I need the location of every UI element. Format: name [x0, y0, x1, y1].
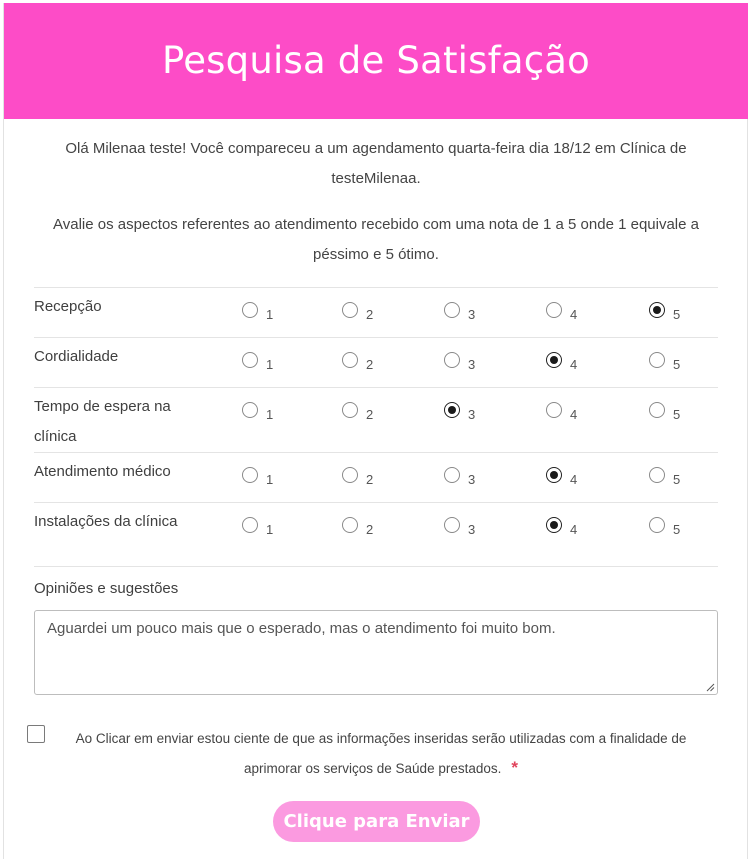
suggestions-label: Opiniões e sugestões	[34, 580, 179, 597]
rating-option[interactable]	[649, 402, 681, 422]
suggestions-textarea[interactable]	[34, 610, 718, 695]
rating-radio[interactable]	[444, 402, 460, 418]
consent-checkbox[interactable]	[27, 725, 45, 743]
rating-option-label: 2	[366, 407, 374, 422]
rating-option[interactable]	[342, 302, 374, 322]
rating-option-label: 2	[366, 307, 374, 322]
rating-radio[interactable]	[649, 402, 665, 418]
rating-option[interactable]	[242, 302, 274, 322]
rating-radio[interactable]	[242, 402, 258, 418]
rating-radio[interactable]	[546, 302, 562, 318]
rating-radio[interactable]	[649, 517, 665, 533]
rating-option-label: 5	[673, 307, 681, 322]
rating-radio[interactable]	[649, 352, 665, 368]
rating-option-label: 5	[673, 407, 681, 422]
rating-radio[interactable]	[444, 352, 460, 368]
resize-handle-icon[interactable]	[706, 683, 715, 692]
rating-radio[interactable]	[649, 302, 665, 318]
rating-option[interactable]	[242, 517, 274, 537]
rating-option-label: 4	[570, 522, 578, 537]
rating-row	[34, 337, 718, 387]
rating-option[interactable]	[342, 352, 374, 372]
rating-row	[34, 287, 718, 337]
rating-option[interactable]	[242, 402, 274, 422]
rating-row	[34, 387, 718, 452]
rating-radio[interactable]	[342, 402, 358, 418]
rating-option-label: 1	[266, 307, 274, 322]
rating-radio[interactable]	[242, 517, 258, 533]
rating-row	[34, 502, 718, 567]
rating-radio[interactable]	[444, 467, 460, 483]
intro-instructions: Avalie os aspectos referentes ao atendimento recebido com uma nota de 1 a 5 onde 1 equivale a péssimo e 5 ótimo.	[53, 216, 699, 263]
rating-option[interactable]	[444, 302, 476, 322]
rating-label: Cordialidade	[34, 348, 119, 365]
rating-option-label: 1	[266, 472, 274, 487]
rating-option-label: 4	[570, 307, 578, 322]
rating-radio[interactable]	[649, 467, 665, 483]
rating-option-label: 3	[468, 357, 476, 372]
rating-radio[interactable]	[444, 517, 460, 533]
rating-option-label: 5	[673, 522, 681, 537]
rating-radio[interactable]	[242, 467, 258, 483]
rating-option[interactable]	[546, 352, 578, 372]
rating-row	[34, 452, 718, 502]
rating-option-label: 1	[266, 407, 274, 422]
suggestions-value: Aguardei um pouco mais que o esperado, mas o atendimento foi muito bom.	[47, 620, 556, 637]
rating-option[interactable]	[649, 467, 681, 487]
rating-option-label: 4	[570, 472, 578, 487]
rating-option-label: 5	[673, 472, 681, 487]
rating-radio[interactable]	[444, 302, 460, 318]
rating-option-label: 4	[570, 357, 578, 372]
rating-option[interactable]	[649, 352, 681, 372]
rating-option[interactable]	[546, 467, 578, 487]
consent-label: Ao Clicar em enviar estou ciente de que as informações inseridas serão utilizadas com a finalidade de aprimorar os serviços de Saúde prestados.	[75, 731, 687, 776]
rating-option-label: 1	[266, 522, 274, 537]
rating-radio[interactable]	[242, 302, 258, 318]
required-asterisk: *	[511, 758, 518, 777]
submit-button[interactable]: Clique para Enviar	[273, 801, 480, 842]
rating-option[interactable]	[546, 402, 578, 422]
rating-option[interactable]	[444, 467, 476, 487]
rating-option[interactable]	[444, 517, 476, 537]
rating-option[interactable]	[444, 352, 476, 372]
rating-option-label: 2	[366, 522, 374, 537]
rating-radio[interactable]	[546, 467, 562, 483]
rating-option-label: 3	[468, 307, 476, 322]
rating-label: Recepção	[34, 298, 102, 315]
rating-option[interactable]	[546, 302, 578, 322]
rating-radio[interactable]	[342, 352, 358, 368]
rating-radio[interactable]	[546, 352, 562, 368]
rating-option-label: 3	[468, 522, 476, 537]
rating-option-label: 2	[366, 357, 374, 372]
rating-option[interactable]	[242, 467, 274, 487]
rating-option[interactable]	[546, 517, 578, 537]
rating-radio[interactable]	[546, 402, 562, 418]
rating-option-label: 2	[366, 472, 374, 487]
rating-option[interactable]	[242, 352, 274, 372]
rating-option-label: 1	[266, 357, 274, 372]
rating-option[interactable]	[342, 467, 374, 487]
rating-option-label: 3	[468, 407, 476, 422]
rating-label: Instalações da clínica	[34, 513, 178, 530]
ratings-table	[34, 287, 718, 567]
rating-option-label: 4	[570, 407, 578, 422]
rating-option[interactable]	[342, 402, 374, 422]
rating-option[interactable]	[342, 517, 374, 537]
header-banner	[4, 3, 748, 119]
rating-radio[interactable]	[342, 517, 358, 533]
rating-radio[interactable]	[342, 467, 358, 483]
rating-radio[interactable]	[242, 352, 258, 368]
consent-text	[52, 724, 710, 783]
rating-option-label: 5	[673, 357, 681, 372]
rating-radio[interactable]	[546, 517, 562, 533]
rating-option[interactable]	[649, 517, 681, 537]
rating-label: Atendimento médico	[34, 463, 171, 480]
rating-option[interactable]	[444, 402, 476, 422]
rating-radio[interactable]	[342, 302, 358, 318]
rating-option[interactable]	[649, 302, 681, 322]
rating-option-label: 3	[468, 472, 476, 487]
page-title: Pesquisa de Satisfação	[162, 38, 590, 82]
intro-greeting: Olá Milenaa teste! Você compareceu a um agendamento quarta-feira dia 18/12 em Clínica de testeMilenaa.	[65, 140, 687, 187]
rating-label: Tempo de espera na clínica	[34, 398, 171, 445]
